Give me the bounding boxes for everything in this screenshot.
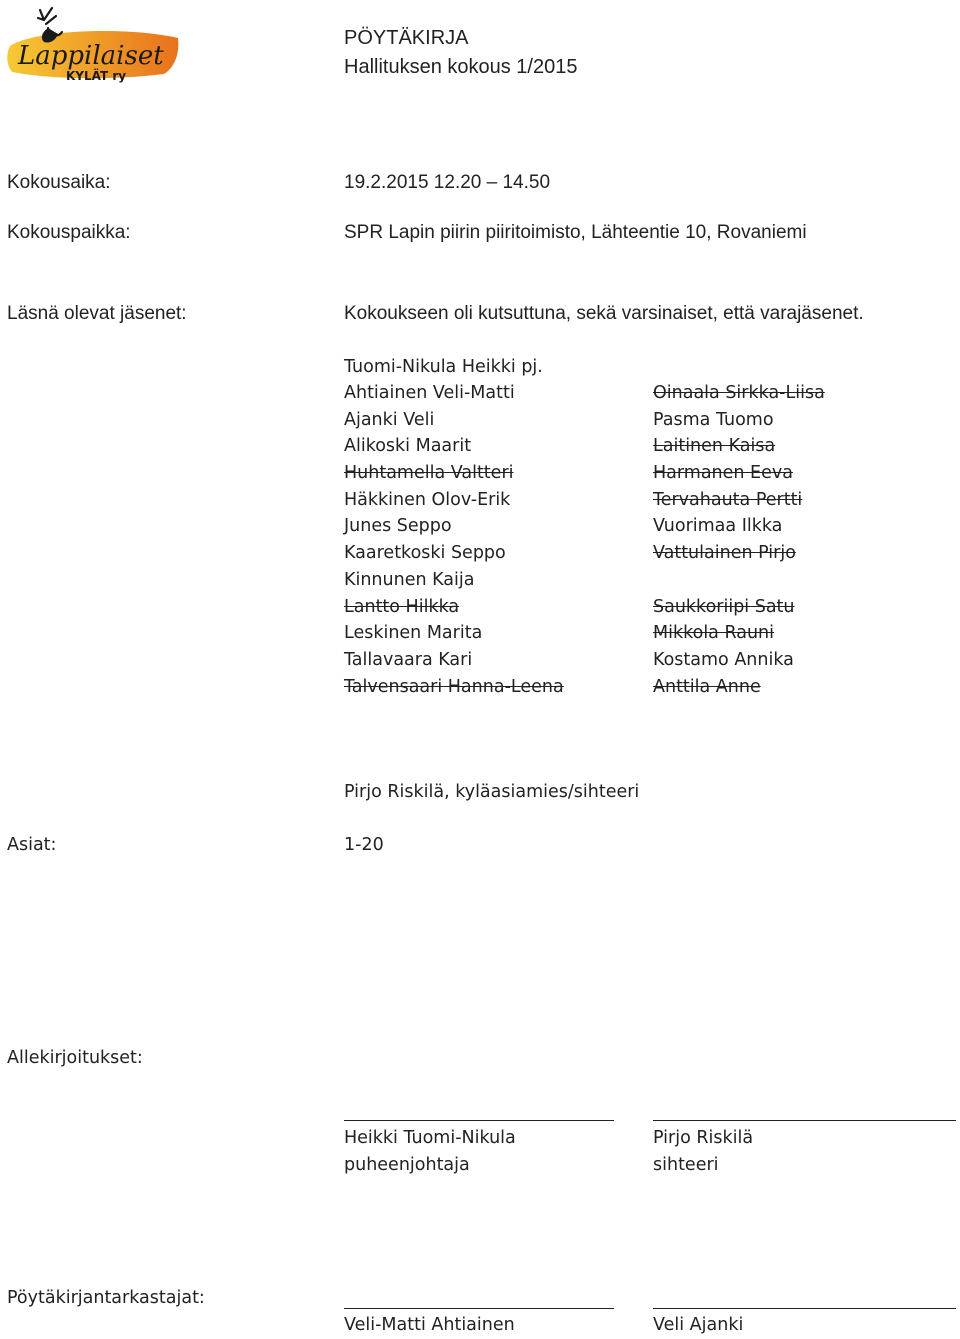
reviewer-left-name: Veli-Matti Ahtiainen	[344, 1315, 515, 1335]
reviewer-line-right	[653, 1308, 956, 1309]
member-name: Häkkinen Olov-Erik	[344, 489, 511, 510]
member-name: Alikoski Maarit	[344, 436, 472, 457]
member-name-absent: Vattulainen Pirjo	[653, 543, 796, 564]
chairperson: Tuomi-Nikula Heikki pj.	[344, 357, 543, 377]
member-name: Ahtiainen Veli-Matti	[344, 383, 515, 403]
member-name-absent: Huhtamella Valtteri	[344, 463, 514, 484]
member-name: Kinnunen Kaija	[344, 569, 475, 590]
signer-chair-role: puheenjohtaja	[344, 1155, 470, 1175]
meeting-time-label: Kokousaika:	[7, 172, 111, 193]
agenda-label: Asiat:	[7, 835, 57, 855]
meeting-place-value: SPR Lapin piirin piiritoimisto, Lähteentie 10, Rovaniemi	[344, 222, 807, 243]
member-name: Kostamo Annika	[653, 649, 794, 670]
member-name: Junes Seppo	[344, 516, 452, 537]
reviewer-line-left	[344, 1308, 614, 1309]
meeting-time-value: 19.2.2015 12.20 – 14.50	[344, 172, 551, 193]
member-name-absent: Lantto Hilkka	[344, 596, 460, 617]
agenda-value: 1-20	[344, 835, 384, 855]
document-title: PÖYTÄKIRJA	[344, 27, 469, 49]
member-name: Leskinen Marita	[344, 623, 483, 644]
member-name: Tallavaara Kari	[344, 649, 473, 670]
member-name-absent: Anttila Anne	[653, 676, 761, 697]
member-name-absent: Oinaala Sirkka-Liisa	[653, 383, 825, 403]
meeting-place-label: Kokouspaikka:	[7, 222, 131, 243]
logo-wordmark: Lappilaiset	[18, 41, 164, 71]
signature-line-secretary	[653, 1120, 956, 1121]
member-name-absent: Tervahauta Pertti	[653, 489, 803, 510]
signer-chair-name: Heikki Tuomi-Nikula	[344, 1128, 516, 1148]
member-name-absent: Saukkoriipi Satu	[653, 596, 795, 617]
signer-secretary-name: Pirjo Riskilä	[653, 1128, 754, 1148]
member-name-absent: Mikkola Rauni	[653, 623, 775, 644]
member-name: Ajanki Veli	[344, 409, 435, 430]
member-name-absent: Laitinen Kaisa	[653, 436, 776, 457]
present-members-label: Läsnä olevat jäsenet:	[7, 303, 187, 324]
members-right-column	[653, 380, 953, 700]
organization-logo	[4, 2, 182, 86]
member-name: Pasma Tuomo	[653, 409, 774, 430]
signature-line-chair	[344, 1120, 614, 1121]
present-members-intro: Kokoukseen oli kutsuttuna, sekä varsinaiset, että varajäsenet.	[344, 303, 864, 324]
reindeer-logo-graphic	[4, 2, 182, 86]
member-name: Vuorimaa Ilkka	[653, 516, 783, 537]
member-name	[653, 567, 953, 594]
reviewer-right-name: Veli Ajanki	[653, 1315, 744, 1335]
members-left-column	[344, 380, 644, 700]
reviewers-label: Pöytäkirjantarkastajat:	[7, 1288, 205, 1308]
secretary-note: Pirjo Riskilä, kyläasiamies/sihteeri	[344, 782, 640, 802]
logo-subtext: KYLÄT ry	[66, 69, 127, 83]
member-name-absent: Talvensaari Hanna-Leena	[344, 676, 564, 697]
member-name-absent: Harmanen Eeva	[653, 463, 793, 484]
document-subtitle: Hallituksen kokous 1/2015	[344, 56, 578, 78]
signer-secretary-role: sihteeri	[653, 1155, 719, 1175]
signatures-label: Allekirjoitukset:	[7, 1048, 143, 1068]
member-name: Kaaretkoski Seppo	[344, 543, 506, 564]
